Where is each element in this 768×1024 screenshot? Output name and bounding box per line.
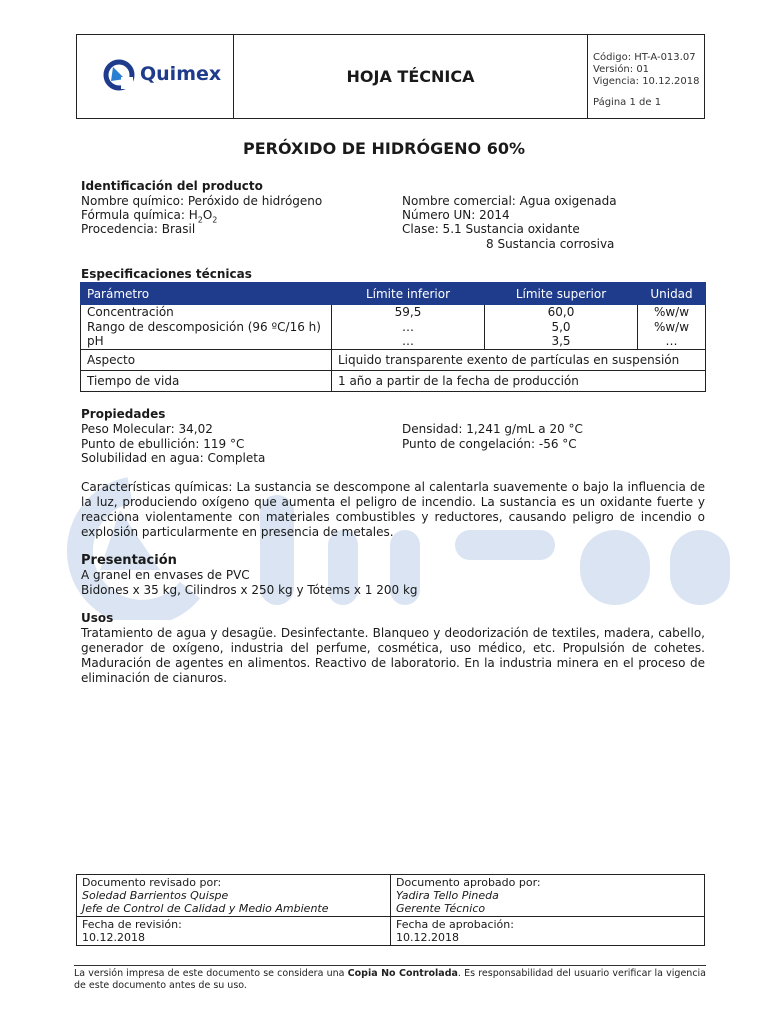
version: Versión: 01 [593,64,650,75]
doc-title: HOJA TÉCNICA [346,67,475,86]
fecha-aprobacion-label: Fecha de aprobación: [396,918,514,931]
col-limite-inferior: Límite inferior [332,283,485,305]
param-concentracion: Concentración [87,305,174,319]
li-2: … [402,334,414,348]
aprobado-cell [391,875,705,917]
meta-cell [588,35,706,118]
quimex-logo-icon [103,59,135,91]
punto-congelacion: Punto de congelación: -56 °C [402,437,577,451]
vigencia: Vigencia: 10.12.2018 [593,76,700,87]
aspecto-value: Liquido transparente exento de partículas en suspensión [332,350,706,371]
clase-2: 8 Sustancia corrosiva [486,237,615,251]
fecha-revision-label: Fecha de revisión: [82,918,182,931]
aprobado-label: Documento aprobado por: [396,876,541,889]
aprobado-role: Gerente Técnico [396,902,486,915]
identificacion-heading: Identificación del producto [81,179,263,193]
fecha-revision-cell [77,917,391,946]
vida-label: Tiempo de vida [81,371,332,392]
usos-text: Tratamiento de agua y desagüe. Desinfectante. Blanqueo y deodorización de textiles, madera, cabello, generador de oxígeno, industria del perfume, cosmética, uso médico, etc. Propulsión de cohetes. Maduración de agentes en alimentos. Reactivo de laboratorio. En la industria minera en el proceso de eliminación de cianuros. [81,626,705,685]
revisado-cell [77,875,391,917]
disclaimer-b: Copia No Controlada [347,968,458,979]
title-cell [234,35,588,118]
formula-sub1: 2 [197,215,203,225]
logo-text: Quimex [140,63,222,85]
u-2: … [665,334,678,348]
ls-2: 3,5 [551,334,571,348]
revisado-role: Jefe de Control de Calidad y Medio Ambiente [82,902,329,915]
aspecto-label: Aspecto [81,350,332,371]
formula-sub2: 2 [212,215,218,225]
u-0: %w/w [653,305,690,319]
formula-mid: O [202,208,213,222]
ls-0: 60,0 [547,305,575,319]
spec-table [80,282,706,392]
punto-ebullicion: Punto de ebullición: 119 °C [81,437,245,451]
u-1: %w/w [653,319,690,334]
presentacion-heading: Presentación [81,553,177,568]
presentacion-line2: Bidones x 35 kg, Cilindros x 250 kg y Tótems x 1 200 kg [81,583,418,597]
spec-header-row [81,283,706,305]
document-header [76,34,705,119]
limite-superior-cell [485,305,638,350]
col-limite-superior: Límite superior [485,283,638,305]
ls-1: 5,0 [551,319,571,334]
vida-value: 1 año a partir de la fecha de producción [332,371,706,392]
solubilidad: Solubilidad en agua: Completa [81,451,266,465]
logo-cell [77,35,234,118]
nombre-comercial: Nombre comercial: Agua oxigenada [402,194,617,208]
pagina: Página 1 de 1 [593,97,662,108]
li-1: … [402,319,414,334]
usos-heading: Usos [81,611,114,625]
unidad-cell [638,305,706,350]
formula-prefix: Fórmula química: H [81,208,198,222]
procedencia: Procedencia: Brasil [81,222,196,236]
param-ph: pH [87,334,104,348]
table-row [81,305,706,350]
limite-inferior-cell [332,305,485,350]
codigo: Código: HT-A-013.07 [593,52,696,63]
param-rango: Rango de descomposición (96 ºC/16 h) [87,319,321,334]
numero-un: Número UN: 2014 [402,208,510,222]
col-parametro: Parámetro [81,283,332,305]
parametro-cell [81,305,332,350]
disclaimer [74,965,706,992]
table-row [81,350,706,371]
approval-table [76,874,705,946]
especificaciones-heading: Especificaciones técnicas [81,267,252,281]
disclaimer-c: . Es responsabilidad del usuario verificar la vigencia de este documento antes de su uso. [74,968,707,991]
li-0: 59,5 [394,305,422,319]
fecha-revision: 10.12.2018 [82,931,145,944]
product-title: PERÓXIDO DE HIDRÓGENO 60% [243,139,525,158]
col-unidad: Unidad [638,283,706,305]
aprobado-name: Yadira Tello Pineda [396,889,499,902]
revisado-name: Soledad Barrientos Quispe [82,889,229,902]
revisado-label: Documento revisado por: [82,876,222,889]
presentacion-line1: A granel en envases de PVC [81,568,250,582]
table-row [81,371,706,392]
fecha-aprobacion-cell [391,917,705,946]
propiedades-heading: Propiedades [81,407,166,421]
dates-row [77,917,705,946]
peso-molecular: Peso Molecular: 34,02 [81,422,213,436]
caracteristicas-quimicas: Características químicas: La sustancia se descompone al calentarla suavemente o bajo la influencia de la luz, produciendo oxígeno que aumenta el peligro de incendio. La sustancia es un oxidante fuerte y reacciona violentamente con materiales combustibles y reductores, causando peligro de incendio o explosión particularmente en presencia de metales. [81,480,705,539]
fecha-aprobacion: 10.12.2018 [396,931,459,944]
approval-row [77,875,705,917]
nombre-quimico: Nombre químico: Peróxido de hidrógeno [81,194,323,208]
densidad: Densidad: 1,241 g/mL a 20 °C [402,422,583,436]
disclaimer-a: La versión impresa de este documento se considera una [74,968,348,979]
clase: Clase: 5.1 Sustancia oxidante [402,222,580,236]
